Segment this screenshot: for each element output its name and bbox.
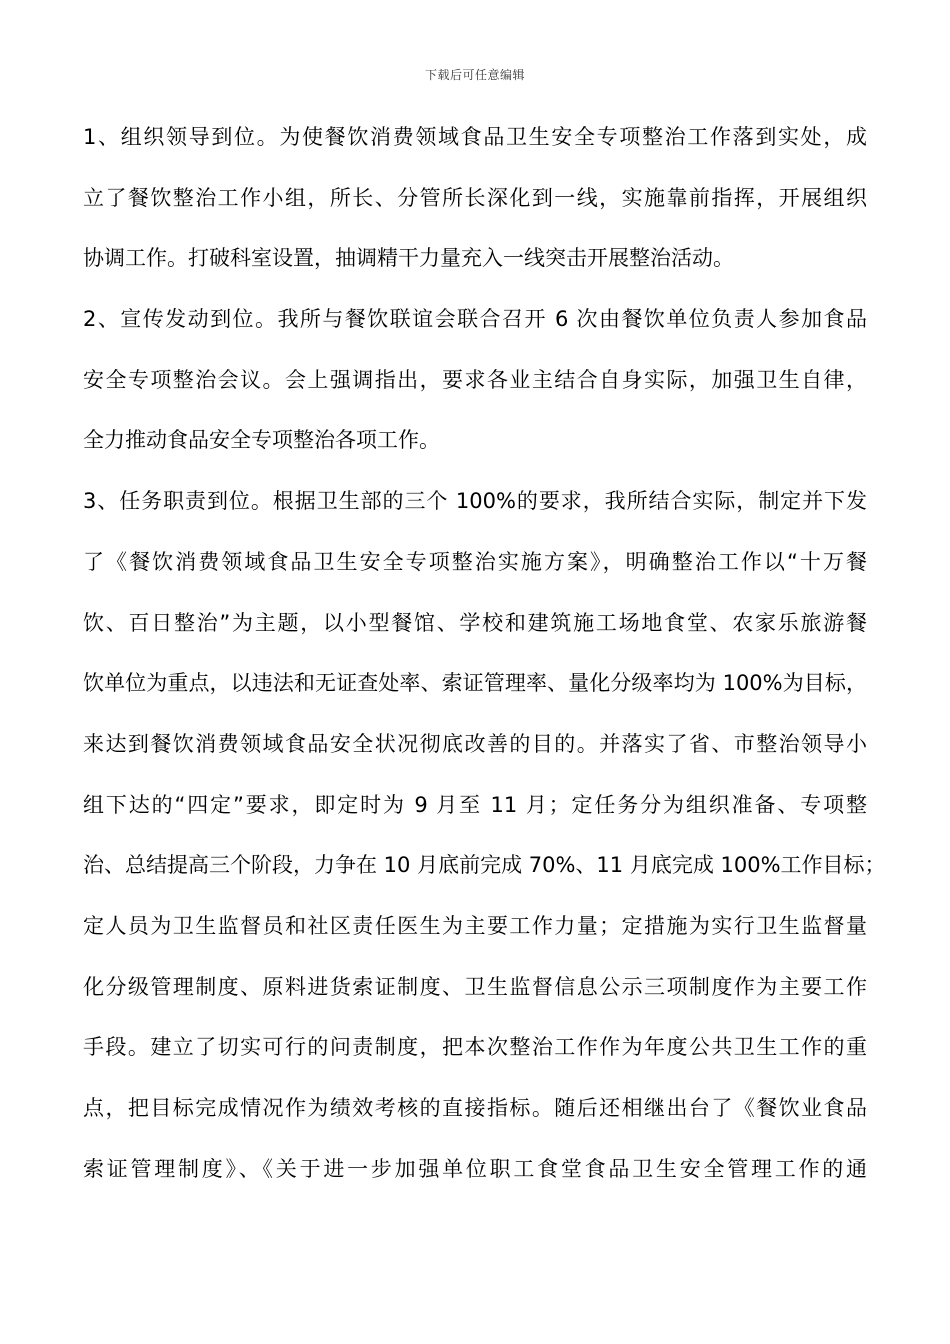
text-line: 全力推动食品安全专项整治各项工作。 bbox=[83, 428, 440, 453]
page-header: 下载后可任意编辑 bbox=[424, 68, 525, 82]
text-line: 点，把目标完成情况作为绩效考核的直接指标。随后还相继出台了《餐饮业食品 bbox=[83, 1096, 867, 1120]
text-line: 索证管理制度》、《关于进一步加强单位职工食堂食品卫生安全管理工作的通 bbox=[83, 1156, 867, 1181]
text-line: 立了餐饮整治工作小组，所长、分管所长深化到一线，实施靠前指挥，开展组织 bbox=[83, 185, 867, 210]
text-line: 定人员为卫生监督员和社区责任医生为主要工作力量；定措施为实行卫生监督量 bbox=[83, 913, 867, 938]
text-line: 1、组织领导到位。为使餐饮消费领域食品卫生安全专项整治工作落到实处，成 bbox=[83, 125, 867, 149]
text-line: 组下达的“四定”要求，即定时为 9 月至 11 月；定任务分为组织准备、专项整 bbox=[83, 792, 867, 817]
text-line: 治、总结提高三个阶段，力争在 10 月底前完成 70%、11 月底完成 100%工作目标； bbox=[83, 853, 886, 878]
text-line: 来达到餐饮消费领域食品安全状况彻底改善的目的。并落实了省、市整治领导小 bbox=[83, 731, 867, 756]
text-line: 饮、百日整治”为主题，以小型餐馆、学校和建筑施工场地食堂、农家乐旅游餐 bbox=[83, 610, 867, 635]
text-line: 了《餐饮消费领域食品卫生安全专项整治实施方案》，明确整治工作以“十万餐 bbox=[83, 549, 867, 574]
document-body bbox=[83, 115, 886, 1207]
text-line: 化分级管理制度、原料进货索证制度、卫生监督信息公示三项制度作为主要工作 bbox=[83, 974, 867, 999]
text-line: 2、宣传发动到位。我所与餐饮联谊会联合召开 6 次由餐饮单位负责人参加食品 bbox=[83, 307, 867, 332]
text-line: 饮单位为重点，以违法和无证查处率、索证管理率、量化分级率均为 100%为目标， bbox=[83, 671, 867, 696]
text-line: 3、任务职责到位。根据卫生部的三个 100%的要求，我所结合实际，制定并下发 bbox=[83, 489, 867, 514]
text-line: 协调工作。打破科室设置，抽调精干力量充入一线突击开展整治活动。 bbox=[83, 246, 734, 271]
text-line: 手段。建立了切实可行的问责制度，把本次整治工作作为年度公共卫生工作的重 bbox=[83, 1035, 867, 1060]
text-line: 安全专项整治会议。会上强调指出，要求各业主结合自身实际，加强卫生自律， bbox=[83, 367, 867, 392]
